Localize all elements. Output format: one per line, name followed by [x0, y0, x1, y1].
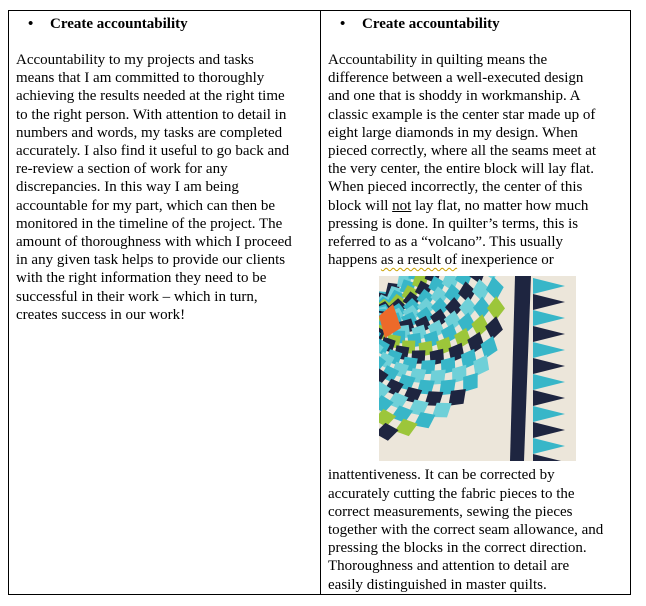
left-cell — [9, 11, 320, 324]
right-body-part-2: lay flat, no matter how much pressing is done. In quilter’s terms, this is referred to as a “volcano”. This usually happens — [328, 197, 589, 269]
right-heading-text: Create accountability — [362, 16, 500, 32]
right-cell — [321, 11, 631, 594]
right-heading — [328, 15, 625, 33]
bullet-icon: • — [340, 16, 346, 32]
right-body-part-3: inexperience or — [457, 252, 554, 269]
right-body-top — [328, 51, 625, 269]
document-table — [8, 10, 631, 595]
left-heading-text: Create accountability — [50, 16, 188, 32]
left-body: Accountability to my projects and tasks means that I am committed to thoroughly achieving the results needed at the right time to the right person. With attention to detail in numbers and words, my tasks are completed accurately. I also find it useful to go back and re-review a section of work for any discrepancies. In this way I am being accountable for my part, which can then be monitored in the timeline of the project. The amount of thoroughness with which I proceed in any given task helps to provide our clients with the right information they need to be successful in their work – which in turn, creates success in our work! — [16, 52, 292, 323]
quilt-photo — [379, 276, 576, 461]
grammar-flagged-phrase: as a result of — [380, 252, 458, 269]
right-body-bottom: inattentiveness. It can be corrected by accurately cutting the fabric pieces to the correct measurements, sewing the pieces together with the correct seam allowance, and pressing the blocks in the correct direction. Thoroughness and attention to detail are easily distinguished in master quilts. — [328, 467, 604, 593]
left-heading — [16, 15, 314, 33]
right-body-part-1: Accountability in quilting means the difference between a well-executed design and one that is shoddy in workmanship. A classic example is the center star made up of eight large diamonds in my design. When pieced correctly, where all the seams meet at the very center, the entire block will lay flat. When pieced incorrectly, the center of this block will — [328, 52, 597, 214]
underlined-word: not — [392, 197, 412, 214]
bullet-icon: • — [28, 16, 34, 32]
